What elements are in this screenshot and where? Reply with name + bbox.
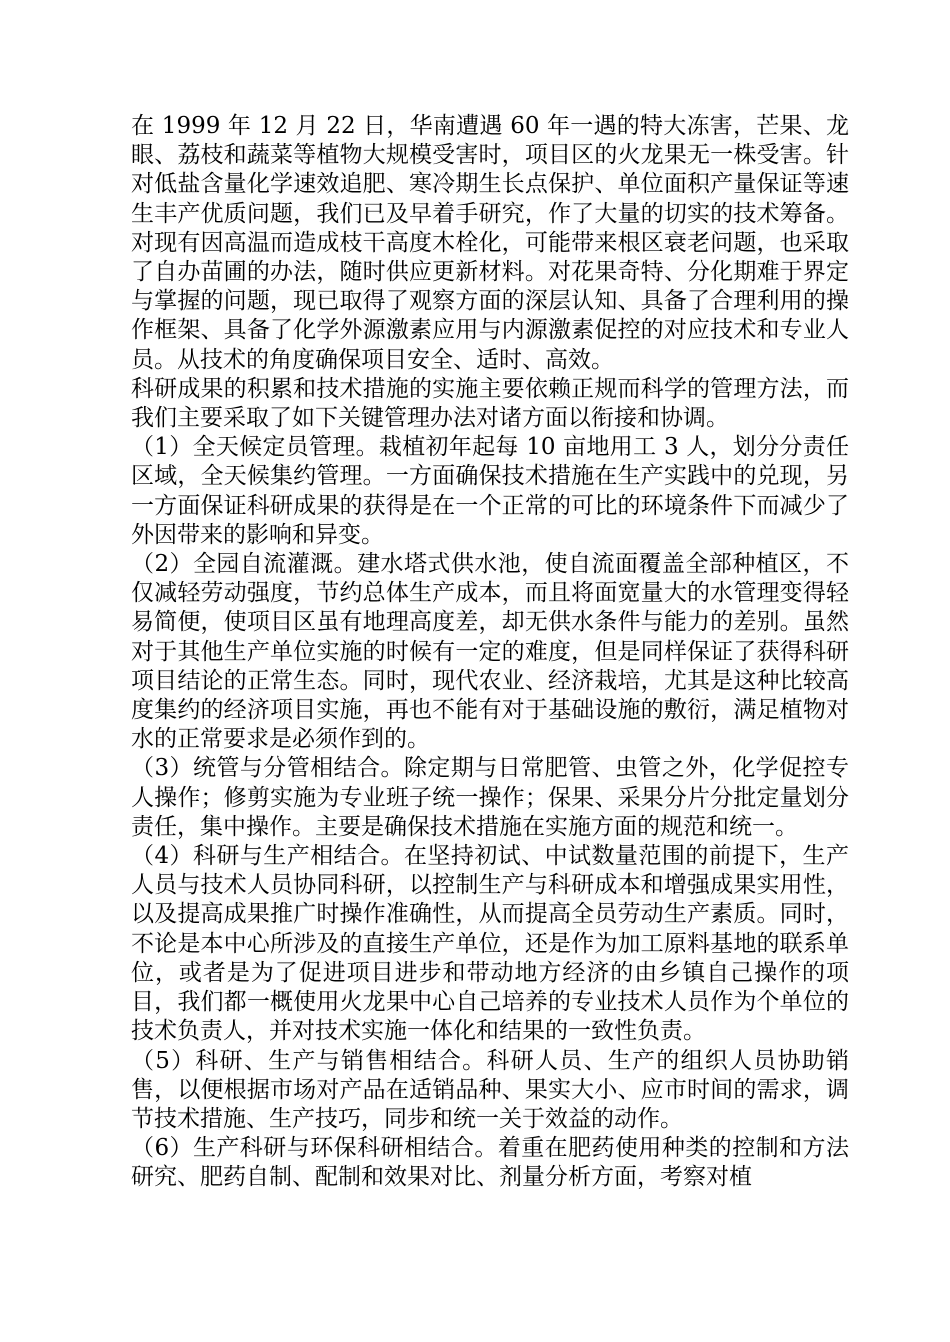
paragraph-item-3-management: （3）统管与分管相结合。除定期与日常肥管、虫管之外，化学促控专人操作；修剪实施为专业班子统一操作；保果、采果分片分批定量划分责任，集中操作。主要是确保技术措施在实施方面的规范和统一。 [131, 755, 849, 840]
paragraph-frost-resistance: 在 1999 年 12 月 22 日，华南遭遇 60 年一遇的特大冻害，芒果、龙眼、荔枝和蔬菜等植物大规模受害时，项目区的火龙果无一株受害。针对低盐含量化学速效追肥、寒冷期生长点保护、单位面积产量保证等速生丰产优质问题，我们已及早着手研究，作了大量的切实的技术筹备。对现有因高温而造成枝干高度木栓化，可能带来根区衰老问题，也采取了自办苗圃的办法，随时供应更新材料。对花果奇特、分化期难于界定与掌握的问题，现已取得了观察方面的深层认知、具备了合理利用的操作框架、具备了化学外源激素应用与内源激素促控的对应技术和专业人员。从技术的角度确保项目安全、适时、高效。 [131, 113, 849, 373]
paragraph-item-1-staffing: （1）全天候定员管理。栽植初年起每 10 亩地用工 3 人，划分分责任区域，全天候集约管理。一方面确保技术措施在生产实践中的兑现，另一方面保证科研成果的获得是在一个正常的可比的环境条件下而减少了外因带来的影响和异变。 [131, 434, 849, 548]
paragraph-item-2-irrigation: （2）全园自流灌溉。建水塔式供水池，使自流面覆盖全部种植区，不仅减轻劳动强度，节约总体生产成本，而且将面宽量大的水管理变得轻易简便，使项目区虽有地理高度差，却无供水条件与能力的差别。虽然对于其他生产单位实施的时候有一定的难度，但是同样保证了获得科研项目结论的正常生态。同时，现代农业、经济栽培，尤其是这种比较高度集约的经济项目实施，再也不能有对于基础设施的敷衍，满足植物对水的正常要求是必须作到的。 [131, 551, 849, 753]
paragraph-management-intro: 科研成果的积累和技术措施的实施主要依赖正规而科学的管理方法，而我们主要采取了如下关键管理办法对诸方面以衔接和协调。 [131, 375, 849, 432]
paragraph-item-5-sales: （5）科研、生产与销售相结合。科研人员、生产的组织人员协助销售，以便根据市场对产品在适销品种、果实大小、应市时间的需求，调节技术措施、生产技巧，同步和统一关于效益的动作。 [131, 1047, 849, 1132]
paragraph-item-4-research-production: （4）科研与生产相结合。在坚持初试、中试数量范围的前提下，生产人员与技术人员协同科研，以控制生产与科研成本和增强成果实用性，以及提高成果推广时操作准确性，从而提高全员劳动生产素质。同时，不论是本中心所涉及的直接生产单位，还是作为加工原料基地的联系单位，或者是为了促进项目进步和带动地方经济的由乡镇自己操作的项目，我们都一概使用火龙果中心自己培养的专业技术人员作为个单位的技术负责人，并对技术实施一体化和结果的一致性负责。 [131, 843, 849, 1045]
document-body [131, 112, 849, 1193]
paragraph-item-6-environment: （6）生产科研与环保科研相结合。着重在肥药使用种类的控制和方法研究、肥药自制、配制和效果对比、剂量分析方面，考察对植 [131, 1135, 849, 1191]
